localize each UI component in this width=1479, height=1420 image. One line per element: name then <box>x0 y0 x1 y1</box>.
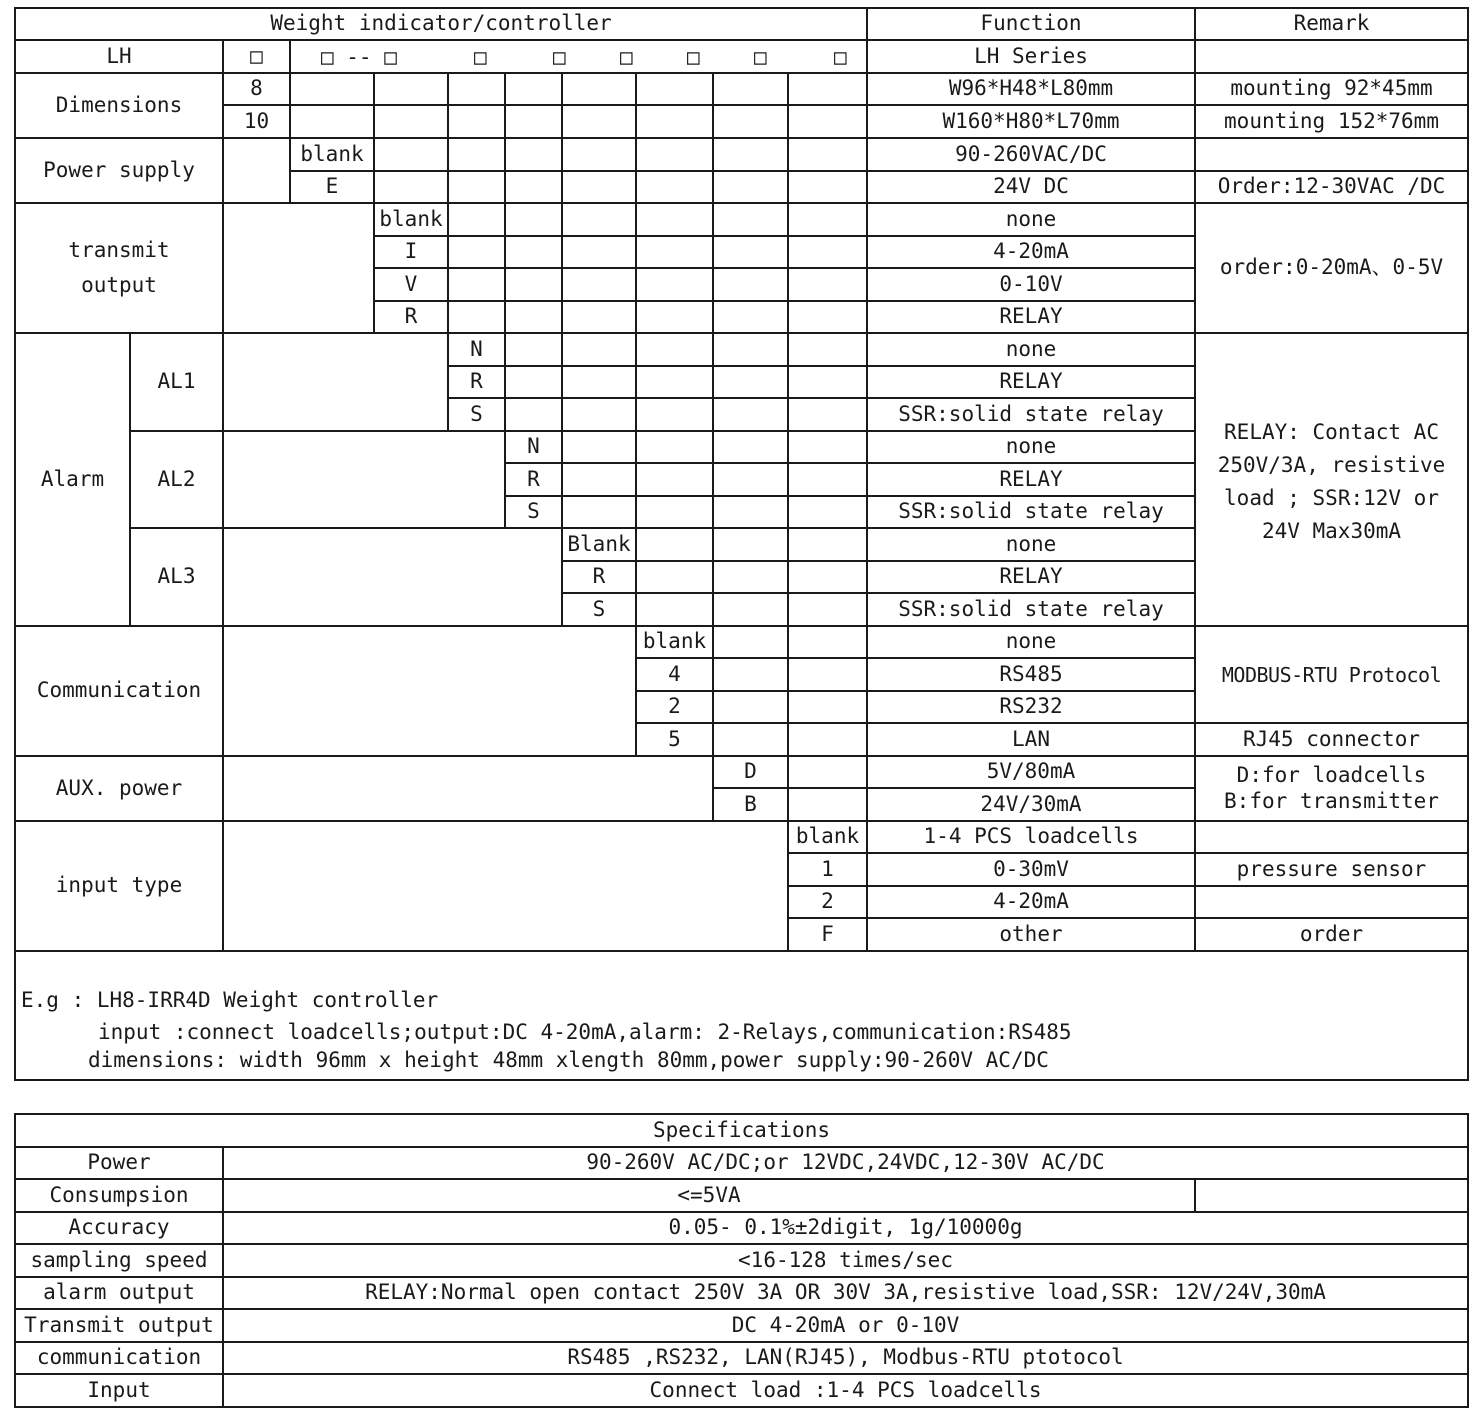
function-al1-relay: RELAY <box>866 365 1196 399</box>
code-slot-power: □ -- □ <box>321 45 397 69</box>
function-al1-none: none <box>866 332 1196 367</box>
code-comm-2: 2 <box>635 690 714 724</box>
function-transmit-4-20ma: 4-20mA <box>866 235 1196 269</box>
empty-cell <box>222 332 449 432</box>
code-al3-blank: Blank <box>561 527 637 562</box>
grid-cell <box>787 170 868 204</box>
function-al2-relay: RELAY <box>866 462 1196 497</box>
grid-block <box>712 625 868 757</box>
empty-cell <box>222 755 714 822</box>
remark-power-blank <box>1194 137 1469 172</box>
function-input-other: other <box>866 917 1196 952</box>
function-aux-b: 24V/30mA <box>866 787 1196 822</box>
spec-value-accuracy: 0.05- 0.1%±2digit, 1g/10000g <box>222 1211 1469 1245</box>
grid-cell <box>787 72 868 106</box>
label-line: output <box>81 273 157 297</box>
example-note <box>14 950 1469 1081</box>
section-label-input-type: input type <box>14 820 224 952</box>
remark-power-e: Order:12-30VAC /DC <box>1194 170 1469 204</box>
function-dim-10: W160*H80*L70mm <box>866 104 1196 139</box>
grid-cell <box>447 104 506 139</box>
function-comm-rs485: RS485 <box>866 657 1196 692</box>
section-label-alarm: Alarm <box>14 332 131 627</box>
grid-cell <box>289 72 375 106</box>
table-title: Weight indicator/controller <box>14 7 868 41</box>
remark-series <box>1194 39 1469 74</box>
code-al3-s: S <box>561 592 637 627</box>
code-transmit-blank: blank <box>373 202 449 237</box>
grid-cell <box>504 72 563 106</box>
function-input-loadcells: 1-4 PCS loadcells <box>866 820 1196 854</box>
code-power-blank: blank <box>289 137 375 172</box>
example-line-title: E.g : LH8-IRR4D Weight controller <box>21 988 439 1012</box>
empty-cell <box>222 137 291 204</box>
code-al3-r: R <box>561 560 637 594</box>
example-line-dimensions: dimensions: width 96mm x height 48mm xlength 80mm,power supply:90-260V AC/DC <box>88 1048 1049 1072</box>
spec-value-consumption: <=5VA <box>222 1178 1196 1213</box>
empty-cell <box>222 820 789 952</box>
code-power-e: E <box>289 170 375 204</box>
grid-cell <box>447 170 506 204</box>
spec-value-alarm-output: RELAY:Normal open contact 250V 3A OR 30V 3A,resistive load,SSR: 12V/24V,30mA <box>222 1276 1469 1310</box>
code-dim-8: 8 <box>222 72 291 106</box>
grid-cell <box>635 104 714 139</box>
grid-cell <box>635 170 714 204</box>
function-al3-ssr: SSR:solid state relay <box>866 592 1196 627</box>
empty-cell <box>222 202 375 334</box>
grid-cell <box>504 170 563 204</box>
function-power-blank: 90-260VAC/DC <box>866 137 1196 172</box>
remark-line: D:for loadcells <box>1236 763 1427 788</box>
function-al2-none: none <box>866 430 1196 464</box>
grid-cell <box>373 137 449 172</box>
function-comm-none: none <box>866 625 1196 659</box>
remark-input-pressure: pressure sensor <box>1194 852 1469 887</box>
code-al2-s: S <box>504 495 563 529</box>
grid-block <box>561 430 868 529</box>
grid-cell <box>635 137 714 172</box>
alarm-group-al1: AL1 <box>129 332 224 432</box>
section-label-transmit-output <box>14 202 224 334</box>
remark-dim-8: mounting 92*45mm <box>1194 72 1469 106</box>
specifications-title: Specifications <box>14 1113 1469 1148</box>
grid-cell <box>504 137 563 172</box>
grid-cell <box>289 104 375 139</box>
grid-cell <box>447 137 506 172</box>
spec-label-alarm-output: alarm output <box>14 1276 224 1310</box>
code-al1-n: N <box>447 332 506 367</box>
spec-label-consumption: Consumpsion <box>14 1178 224 1213</box>
spec-label-transmit-output: Transmit output <box>14 1308 224 1343</box>
grid-cell <box>787 787 868 822</box>
spec-extra-consumption <box>1194 1178 1469 1213</box>
grid-cell <box>712 72 789 106</box>
grid-cell <box>787 755 868 789</box>
function-al2-ssr: SSR:solid state relay <box>866 495 1196 529</box>
code-slot-alarm3: □ <box>620 45 633 69</box>
empty-cell <box>222 527 563 627</box>
grid-block <box>447 202 868 334</box>
remark-input-loadcells <box>1194 820 1469 854</box>
grid-block <box>504 332 868 432</box>
code-slot-input: □ <box>834 45 847 69</box>
grid-cell <box>712 104 789 139</box>
empty-cell <box>222 625 637 757</box>
grid-cell <box>712 170 789 204</box>
spec-value-power: 90-260V AC/DC;or 12VDC,24VDC,12-30V AC/DC <box>222 1146 1469 1180</box>
spec-label-communication: communication <box>14 1341 224 1375</box>
code-slot-alarm1: □ <box>474 45 487 69</box>
code-aux-b: B <box>712 787 789 822</box>
spec-value-input: Connect load :1-4 PCS loadcells <box>222 1373 1469 1408</box>
alarm-group-al3: AL3 <box>129 527 224 627</box>
remark-dim-10: mounting 152*76mm <box>1194 104 1469 139</box>
function-al1-ssr: SSR:solid state relay <box>866 397 1196 432</box>
code-transmit-i: I <box>373 235 449 269</box>
grid-cell <box>561 104 637 139</box>
spec-label-accuracy: Accuracy <box>14 1211 224 1245</box>
grid-cell <box>561 72 637 106</box>
code-transmit-v: V <box>373 267 449 302</box>
function-input-0-30mv: 0-30mV <box>866 852 1196 887</box>
grid-cell <box>561 170 637 204</box>
code-input-f: F <box>787 917 868 952</box>
grid-cell <box>373 104 449 139</box>
code-input-blank: blank <box>787 820 868 854</box>
function-al3-none: none <box>866 527 1196 562</box>
function-transmit-0-10v: 0-10V <box>866 267 1196 302</box>
code-al2-n: N <box>504 430 563 464</box>
grid-cell <box>561 137 637 172</box>
grid-block <box>635 527 868 627</box>
grid-cell <box>373 72 449 106</box>
example-line-input: input :connect loadcells;output:DC 4-20mA,alarm: 2-Relays,communication:RS485 <box>98 1020 1072 1044</box>
spec-label-sampling-speed: sampling speed <box>14 1243 224 1278</box>
section-label-aux-power: AUX. power <box>14 755 224 822</box>
grid-cell <box>787 104 868 139</box>
model-prefix: LH <box>14 39 224 74</box>
grid-cell <box>712 137 789 172</box>
code-input-1: 1 <box>787 852 868 887</box>
code-al2-r: R <box>504 462 563 497</box>
function-comm-lan: LAN <box>866 722 1196 757</box>
code-al1-r: R <box>447 365 506 399</box>
code-input-2: 2 <box>787 885 868 919</box>
spec-value-transmit-output: DC 4-20mA or 0-10V <box>222 1308 1469 1343</box>
spec-value-communication: RS485 ,RS232, LAN(RJ45), Modbus-RTU ptotocol <box>222 1341 1469 1375</box>
function-aux-d: 5V/80mA <box>866 755 1196 789</box>
remark-comm-protocol: MODBUS-RTU Protocol <box>1194 625 1469 724</box>
code-slot-aux: □ <box>754 45 767 69</box>
grid-cell <box>635 72 714 106</box>
code-aux-d: D <box>712 755 789 789</box>
grid-cell <box>787 137 868 172</box>
function-transmit-none: none <box>866 202 1196 237</box>
grid-cell <box>373 170 449 204</box>
code-al1-s: S <box>447 397 506 432</box>
remark-line: B:for transmitter <box>1224 788 1439 813</box>
grid-cell <box>504 104 563 139</box>
code-slots-group <box>289 39 868 74</box>
remark-aux <box>1194 755 1469 822</box>
remark-input-other: order <box>1194 917 1469 952</box>
remark-input-4-20ma <box>1194 885 1469 919</box>
code-slot-comm: □ <box>687 45 700 69</box>
remark-header: Remark <box>1194 7 1469 41</box>
remark-alarm: RELAY: Contact AC 250V/3A, resistive load ; SSR:12V or 24V Max30mA <box>1194 332 1469 627</box>
code-comm-4: 4 <box>635 657 714 692</box>
function-input-4-20ma: 4-20mA <box>866 885 1196 919</box>
label-line: transmit <box>68 237 170 262</box>
function-comm-rs232: RS232 <box>866 690 1196 724</box>
function-transmit-relay: RELAY <box>866 300 1196 334</box>
section-label-communication: Communication <box>14 625 224 757</box>
code-dim-10: 10 <box>222 104 291 139</box>
spec-label-input: Input <box>14 1373 224 1408</box>
empty-cell <box>222 430 506 529</box>
section-label-dimensions: Dimensions <box>14 72 224 139</box>
code-slot-dimensions: □ <box>222 39 291 74</box>
code-comm-blank: blank <box>635 625 714 659</box>
alarm-group-al2: AL2 <box>129 430 224 529</box>
grid-cell <box>447 72 506 106</box>
function-header: Function <box>866 7 1196 41</box>
function-al3-relay: RELAY <box>866 560 1196 594</box>
code-slot-alarm2: □ <box>553 45 566 69</box>
remark-transmit: order:0-20mA、0-5V <box>1194 202 1469 334</box>
function-power-e: 24V DC <box>866 170 1196 204</box>
section-label-power-supply: Power supply <box>14 137 224 204</box>
spec-label-power: Power <box>14 1146 224 1180</box>
spec-value-sampling-speed: <16-128 times/sec <box>222 1243 1469 1278</box>
function-series: LH Series <box>866 39 1196 74</box>
remark-comm-lan: RJ45 connector <box>1194 722 1469 757</box>
function-dim-8: W96*H48*L80mm <box>866 72 1196 106</box>
code-comm-5: 5 <box>635 722 714 757</box>
code-transmit-r: R <box>373 300 449 334</box>
